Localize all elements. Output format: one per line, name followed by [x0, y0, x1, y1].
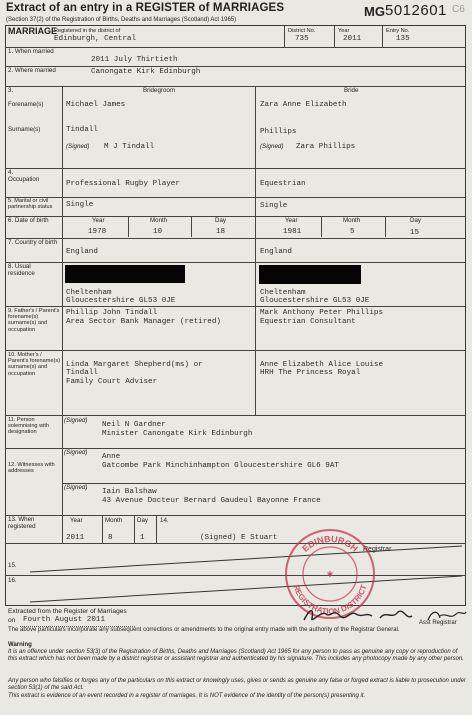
- where-married-value: Canongate Kirk Edinburgh: [91, 68, 201, 76]
- groom-signed-label: (Signed): [66, 143, 90, 150]
- groom-marital-status: Single: [66, 201, 94, 209]
- registrar-signature: (Signed) E Stuart: [200, 534, 278, 542]
- solemniser-label: 11. Person solemnising with designation: [8, 417, 50, 436]
- entry-no: 135: [396, 35, 410, 43]
- registered-year: 2011: [66, 534, 85, 542]
- bride-surname: Phillips: [260, 128, 297, 136]
- groom-dob-day: 18: [216, 228, 226, 236]
- stamp-bottom-text: REGISTRATION DISTRICT: [291, 583, 369, 617]
- bride-heading: Bride: [344, 87, 359, 94]
- bride-signature: Zara Phillips: [296, 143, 356, 151]
- forenames-label: Forename(s): [8, 101, 44, 108]
- groom-dob-month-label: Month: [150, 217, 168, 224]
- witness1-signed-label: (Signed): [64, 449, 88, 456]
- bride-residence-line2: Gloucestershire GL53 0JE: [260, 297, 370, 305]
- occupation-label: 4. Occupation: [8, 169, 40, 183]
- registered-day: 1: [140, 534, 145, 542]
- row14-number: 14.: [160, 517, 169, 524]
- warning-paragraph-2: Any person who falsifies or forges any of the particulars on this extract or knowingly uses, gives or sends as genuine any false or forged extract is liable to prosecution under section 53(1) of the said Act.: [8, 678, 466, 692]
- particulars-text: The above particulars incorporate any subsequent corrections or amendments to the original entry made with the authority of the Registrar General.: [8, 627, 400, 633]
- bride-occupation: Equestrian: [260, 180, 306, 188]
- registered-day-label: Day: [137, 517, 149, 524]
- row3-number: 3.: [8, 87, 14, 94]
- bride-father-occupation: Equestrian Consultant: [260, 318, 356, 326]
- bride-dob-day-label: Day: [410, 217, 422, 224]
- registrar-label: Registrar: [363, 546, 392, 553]
- bride-dob-year: 1981: [283, 228, 302, 236]
- warning-paragraph-3: This extract is evidence of an event recorded in a register of marriages. It is NOT evidence of the identity of the person(s) presenting it.: [8, 693, 366, 699]
- groom-mother-occupation: Family Court Adviser: [66, 378, 158, 386]
- extracted-from-text: Extracted from the Register of Marriages: [8, 608, 127, 615]
- svg-text:EDINBURGH: [300, 534, 360, 554]
- witnesses-label: 12. Witnesses with addresses: [8, 462, 55, 475]
- witness1-address: Gatcombe Park Minchinhampton Gloucestershire GL6 9AT: [102, 462, 339, 470]
- district-year: 2011: [343, 35, 362, 43]
- groom-father-name: Phillip John Tindall: [66, 309, 158, 317]
- marital-status-label: 5. Marital or civil partnership status: [8, 198, 53, 211]
- country-of-birth-label: 7. Country of birth: [8, 239, 58, 246]
- bride-residence-line1: Cheltenham: [260, 289, 306, 297]
- where-married-label: 2. Where married: [8, 67, 56, 74]
- registered-in-label: Registered in the district of: [54, 28, 121, 34]
- bride-mother-name: Anne Elizabeth Alice Louise: [260, 361, 384, 369]
- groom-mother-name-2: Tindall: [66, 369, 98, 377]
- groom-residence-line2: Gloucestershire GL53 0JE: [66, 297, 176, 305]
- stamp-top-text: EDINBURGH: [300, 533, 360, 554]
- serial-prefix: MG: [364, 4, 385, 19]
- bride-marital-status: Single: [260, 202, 288, 210]
- bride-dob-month-label: Month: [343, 217, 361, 224]
- groom-residence-line1: Cheltenham: [66, 289, 112, 297]
- bride-dob-day: 15: [410, 229, 420, 237]
- groom-country-of-birth: England: [66, 248, 98, 256]
- bride-mother-title: HRH The Princess Royal: [260, 369, 361, 377]
- witness2-address: 43 Avenue Docteur Bernard Gaudeul Bayonne France: [102, 497, 321, 505]
- district-no: 735: [295, 35, 309, 43]
- residence-label: 8. Usual residence: [8, 263, 35, 277]
- groom-dob-year-label: Year: [92, 217, 105, 224]
- solemniser-name: Neil N Gardner: [102, 421, 166, 429]
- warning-title: Warning: [8, 642, 32, 648]
- when-registered-label: 13. When registered: [8, 516, 36, 530]
- district-name: Edinburgh, Central: [54, 35, 137, 43]
- marriage-label: MARRIAGE: [8, 26, 57, 36]
- solemniser-signed-label: (Signed): [64, 417, 88, 424]
- groom-dob-day-label: Day: [215, 217, 227, 224]
- registered-year-label: Year: [70, 517, 83, 524]
- groom-dob-month: 10: [153, 228, 163, 236]
- witness1-name: Anne: [102, 453, 121, 461]
- groom-signature: M J Tindall: [104, 143, 155, 151]
- groom-mother-name: Linda Margaret Shepherd(ms) or: [66, 361, 203, 369]
- entry-no-label: Entry No.: [386, 28, 410, 34]
- bride-dob-month: 5: [350, 228, 355, 236]
- document-subtitle: (Section 37(2) of the Registration of Births, Deaths and Marriages (Scotland) Act 1965): [6, 17, 237, 23]
- row16-number: 16.: [8, 577, 17, 584]
- dob-label: 6. Date of birth: [8, 217, 49, 224]
- registered-month-label: Month: [105, 517, 123, 524]
- district-no-label: District No.: [288, 28, 316, 34]
- father-label: 9. Father's / Parent's forename(s) surname(s) and occupation: [8, 308, 60, 333]
- mother-label: 10. Mother's / Parent's forename(s) surname(s) and occupation: [8, 352, 61, 377]
- bride-signed-label: (Signed): [260, 143, 284, 150]
- witness2-name: Iain Balshaw: [102, 488, 157, 496]
- when-married-value: 2011 July Thirtieth: [91, 56, 178, 64]
- bride-father-name: Mark Anthony Peter Phillips: [260, 309, 384, 317]
- surnames-label: Surname(s): [8, 126, 41, 133]
- groom-occupation: Professional Rugby Player: [66, 180, 180, 188]
- registered-month: 8: [108, 534, 113, 542]
- row15-number: 15.: [8, 562, 17, 569]
- serial-number: 5012601: [385, 2, 447, 19]
- groom-forenames: Michael James: [66, 101, 126, 109]
- bridegroom-heading: Bridegroom: [143, 87, 175, 94]
- groom-father-occupation: Area Sector Bank Manager (retired): [66, 318, 221, 326]
- groom-surname: Tindall: [66, 126, 98, 134]
- year-label: Year: [338, 28, 350, 34]
- bride-country-of-birth: England: [260, 248, 292, 256]
- document-title: Extract of an entry in a REGISTER of MARRIAGES: [6, 2, 285, 14]
- warning-paragraph-1: It is an offence under section 53(3) of the Registration of Births, Deaths and Marriages (Scotland) Act 1965 for any person to pass as genuine any copy or reproduction of this extract which has not been made by a district registrar or assistant registrar and authenticated by his signature. This includes any photocopy made by any other person.: [8, 649, 464, 663]
- solemniser-designation: Minister Canongate Kirk Edinburgh: [102, 430, 253, 438]
- extracted-on-label: on: [8, 617, 16, 624]
- groom-dob-year: 1978: [88, 228, 107, 236]
- bride-forenames: Zara Anne Elizabeth: [260, 101, 347, 109]
- serial-suffix: C6: [452, 4, 465, 15]
- asst-registrar-label: Asst Registrar: [419, 620, 457, 626]
- bride-dob-year-label: Year: [285, 217, 298, 224]
- extracted-date: Fourth August 2011: [23, 616, 106, 624]
- witness2-signed-label: (Signed): [64, 484, 88, 491]
- svg-text:✱: ✱: [326, 570, 334, 579]
- when-married-label: 1. When married: [8, 48, 54, 55]
